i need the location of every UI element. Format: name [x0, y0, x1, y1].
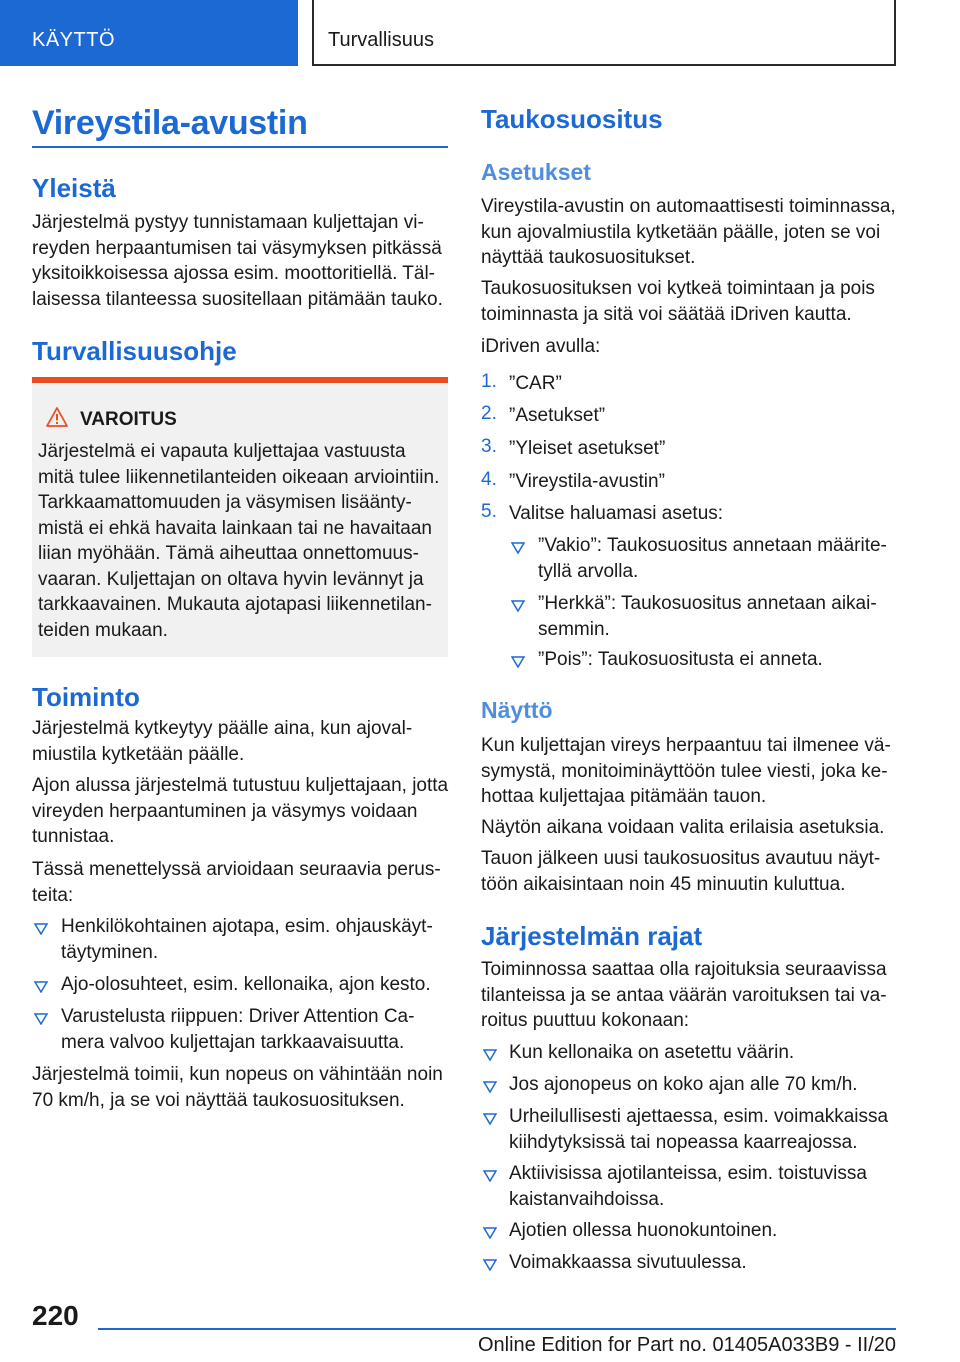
text-line: tarkkaavainen. Mukauta ajotapasi liikennetilan- — [38, 594, 432, 615]
list-item — [538, 533, 898, 584]
step-number: 1. — [481, 371, 497, 392]
warning-text — [38, 439, 446, 643]
toiminto-p2 — [32, 773, 452, 850]
text-line: Kun kellonaika on asetettu väärin. — [509, 1042, 795, 1063]
bullet-triangle-icon — [483, 1259, 497, 1271]
text-line: Ajon alussa järjestelmä tutustuu kuljettajaan, jotta — [32, 775, 449, 796]
list-item — [509, 1040, 899, 1066]
page-title: Vireystila-avustin — [32, 104, 308, 142]
heading-safety: Turvallisuusohje — [32, 336, 237, 366]
list-item — [61, 914, 451, 965]
step-number: 2. — [481, 403, 497, 424]
asetukset-p2 — [481, 276, 901, 327]
heading-naytto: Näyttö — [481, 697, 553, 723]
text-line: mistä ei ehkä havaita lainkaan tai ne havaitaan — [38, 517, 432, 539]
list-item — [61, 1004, 451, 1055]
text-line: hottaa kuljettajaa pitämään tauon. — [481, 786, 767, 807]
text-line: kiihdytyksissä tai nopeassa kaarreajossa. — [509, 1131, 858, 1153]
text-line: vaaran. Kuljettajan on oltava hyvin levännyt ja — [38, 568, 424, 590]
text-line: Henkilökohtainen ajotapa, esim. ohjauskäyt- — [61, 916, 433, 937]
text-line: täytyminen. — [61, 941, 159, 963]
step-number: 4. — [481, 469, 497, 490]
page-number: 220 — [32, 1300, 79, 1331]
text-line: roitus puuttuu kokonaan: — [481, 1010, 690, 1031]
text-line: Ajotien ollessa huonokuntoinen. — [509, 1220, 778, 1241]
text-line: Järjestelmä toimii, kun nopeus on vähintään noin — [32, 1064, 443, 1085]
text-line: ”Pois”: Taukosuositusta ei anneta. — [538, 649, 823, 670]
section-label: KÄYTTÖ — [32, 29, 116, 51]
list-item — [509, 1250, 899, 1276]
bullet-triangle-icon — [511, 542, 525, 554]
naytto-p2: Näytön aikana voidaan valita erilaisia asetuksia. — [481, 817, 885, 838]
bullet-triangle-icon — [483, 1227, 497, 1239]
text-line: Järjestelmä ei vapauta kuljettajaa vastuusta — [38, 441, 406, 462]
text-line: Urheilullisesti ajettaessa, esim. voimakkaissa — [509, 1106, 889, 1127]
text-line: vireyden herpaantuminen ja väsymys voidaan — [32, 800, 418, 822]
edition-text: Online Edition for Part no. 01405A033B9 - II/20 — [477, 1334, 896, 1356]
text-line: Aktiivisissa ajotilanteissa, esim. toistuvissa — [509, 1163, 867, 1184]
asetukset-p1 — [481, 194, 901, 271]
heading-yleista: Yleistä — [32, 173, 116, 203]
text-line: tunnistaa. — [32, 826, 115, 847]
text-line: tyllä arvolla. — [538, 560, 639, 582]
text-line: Tauon jälkeen uusi taukosuositus avautuu näyt- — [481, 848, 881, 869]
text-line: Tässä menettelyssä arvioidaan seuraavia perus- — [32, 859, 441, 880]
text-line: yksitoikkoisessa ajossa esim. moottoritiellä. Täl- — [32, 263, 436, 284]
text-line: Voimakkaassa sivutuulessa. — [509, 1252, 747, 1273]
list-item — [538, 591, 898, 642]
bullet-triangle-icon — [34, 923, 48, 935]
toiminto-p4 — [32, 1062, 452, 1113]
text-line: kun ajovalmiustila kytketään päälle, joten se voi — [481, 221, 881, 243]
toiminto-p1 — [32, 716, 448, 767]
list-item — [538, 647, 898, 673]
rajat-p1 — [481, 957, 901, 1034]
chapter-tab — [312, 0, 896, 66]
heading-asetukset: Asetukset — [481, 159, 591, 185]
text-line: Kun kuljettajan vireys herpaantuu tai ilmenee vä- — [481, 735, 891, 756]
text-line: symystä, monitoiminäyttöön tulee viesti, joka ke- — [481, 760, 888, 782]
naytto-p3 — [481, 846, 901, 897]
text-line: Toiminnossa saattaa olla rajoituksia seuraavissa — [481, 959, 887, 980]
text-line: teiden mukaan. — [38, 619, 168, 641]
title-rule — [32, 146, 448, 148]
text-line: Vireystila-avustin on automaattisesti toiminnassa, — [481, 196, 896, 217]
chapter-label: Turvallisuus — [328, 29, 434, 51]
step-text: ”Asetukset” — [509, 405, 606, 426]
warning-triangle-icon — [46, 407, 68, 427]
text-line: reyden herpaantumisen tai väsymyksen pitkässä — [32, 237, 442, 259]
text-line: Järjestelmä kytkeytyy päälle aina, kun ajoval- — [32, 718, 413, 739]
text-line: toiminnasta ja sitä voi säätää iDriven kautta. — [481, 303, 852, 325]
text-line: liian myöhään. Tämä aiheuttaa onnettomuus- — [38, 543, 419, 564]
asetukset-p3: iDriven avulla: — [481, 336, 601, 357]
footer-rule — [98, 1328, 896, 1330]
list-item — [509, 1104, 899, 1155]
text-line: Tarkkaamattomuuden ja väsymisen lisäänty- — [38, 492, 412, 513]
text-line: Taukosuosituksen voi kytkeä toimintaan ja pois — [481, 278, 875, 299]
list-item — [509, 1161, 899, 1212]
step-text: ”Vireystila-avustin” — [509, 471, 665, 492]
bullet-triangle-icon — [483, 1049, 497, 1061]
text-line: tilanteissa ja se antaa väärän varoituksen tai va- — [481, 984, 887, 1006]
toiminto-p3 — [32, 857, 448, 908]
text-line: ”Herkkä”: Taukosuositus annetaan aikai- — [538, 593, 877, 614]
text-line: laisessa tilanteessa suositellaan pitämään tauko. — [32, 288, 443, 310]
heading-rajat: Järjestelmän rajat — [481, 921, 703, 951]
step-text: ”Yleiset asetukset” — [509, 438, 666, 459]
text-line: töön aikaisintaan noin 45 minuutin kuluttua. — [481, 873, 846, 895]
bullet-triangle-icon — [511, 600, 525, 612]
naytto-p1 — [481, 733, 901, 810]
warning-box — [32, 377, 448, 657]
list-item — [509, 1072, 899, 1098]
text-line: Järjestelmä pystyy tunnistamaan kuljettajan vi- — [32, 212, 424, 233]
text-line: näyttää taukosuositukset. — [481, 247, 696, 268]
text-line: Varustelusta riippuen: Driver Attention Ca- — [61, 1006, 415, 1027]
warning-title: VAROITUS — [80, 409, 177, 430]
list-item — [61, 972, 451, 998]
step-number: 3. — [481, 436, 497, 457]
bullet-triangle-icon — [483, 1081, 497, 1093]
bullet-triangle-icon — [34, 981, 48, 993]
text-line: 70 km/h, ja se voi näyttää taukosuosituksen. — [32, 1089, 405, 1111]
text-line: kaistanvaihdoissa. — [509, 1188, 665, 1210]
bullet-triangle-icon — [511, 656, 525, 668]
text-line: mitä tulee liikennetilanteiden oikeaan arviointiin. — [38, 466, 440, 488]
text-line: Jos ajonopeus on koko ajan alle 70 km/h. — [509, 1074, 858, 1095]
list-item — [509, 1218, 899, 1244]
text-line: Ajo-olosuhteet, esim. kellonaika, ajon kesto. — [61, 974, 431, 995]
text-line: teita: — [32, 884, 74, 906]
step-number: 5. — [481, 501, 497, 522]
text-line: ”Vakio”: Taukosuositus annetaan määrite- — [538, 535, 887, 556]
text-line: mera valvoo kuljettajan tarkkaavaisuutta. — [61, 1031, 405, 1053]
heading-toiminto: Toiminto — [32, 682, 140, 712]
yleista-text — [32, 210, 448, 312]
section-tab — [0, 0, 298, 66]
text-line: semmin. — [538, 618, 610, 640]
bullet-triangle-icon — [483, 1170, 497, 1182]
bullet-triangle-icon — [34, 1013, 48, 1025]
step-text: ”CAR” — [509, 373, 562, 394]
bullet-triangle-icon — [483, 1113, 497, 1125]
text-line: miustila kytketään päälle. — [32, 743, 245, 765]
heading-taukosuositus: Taukosuositus — [481, 104, 663, 134]
step-text: Valitse haluamasi asetus: — [509, 503, 724, 524]
